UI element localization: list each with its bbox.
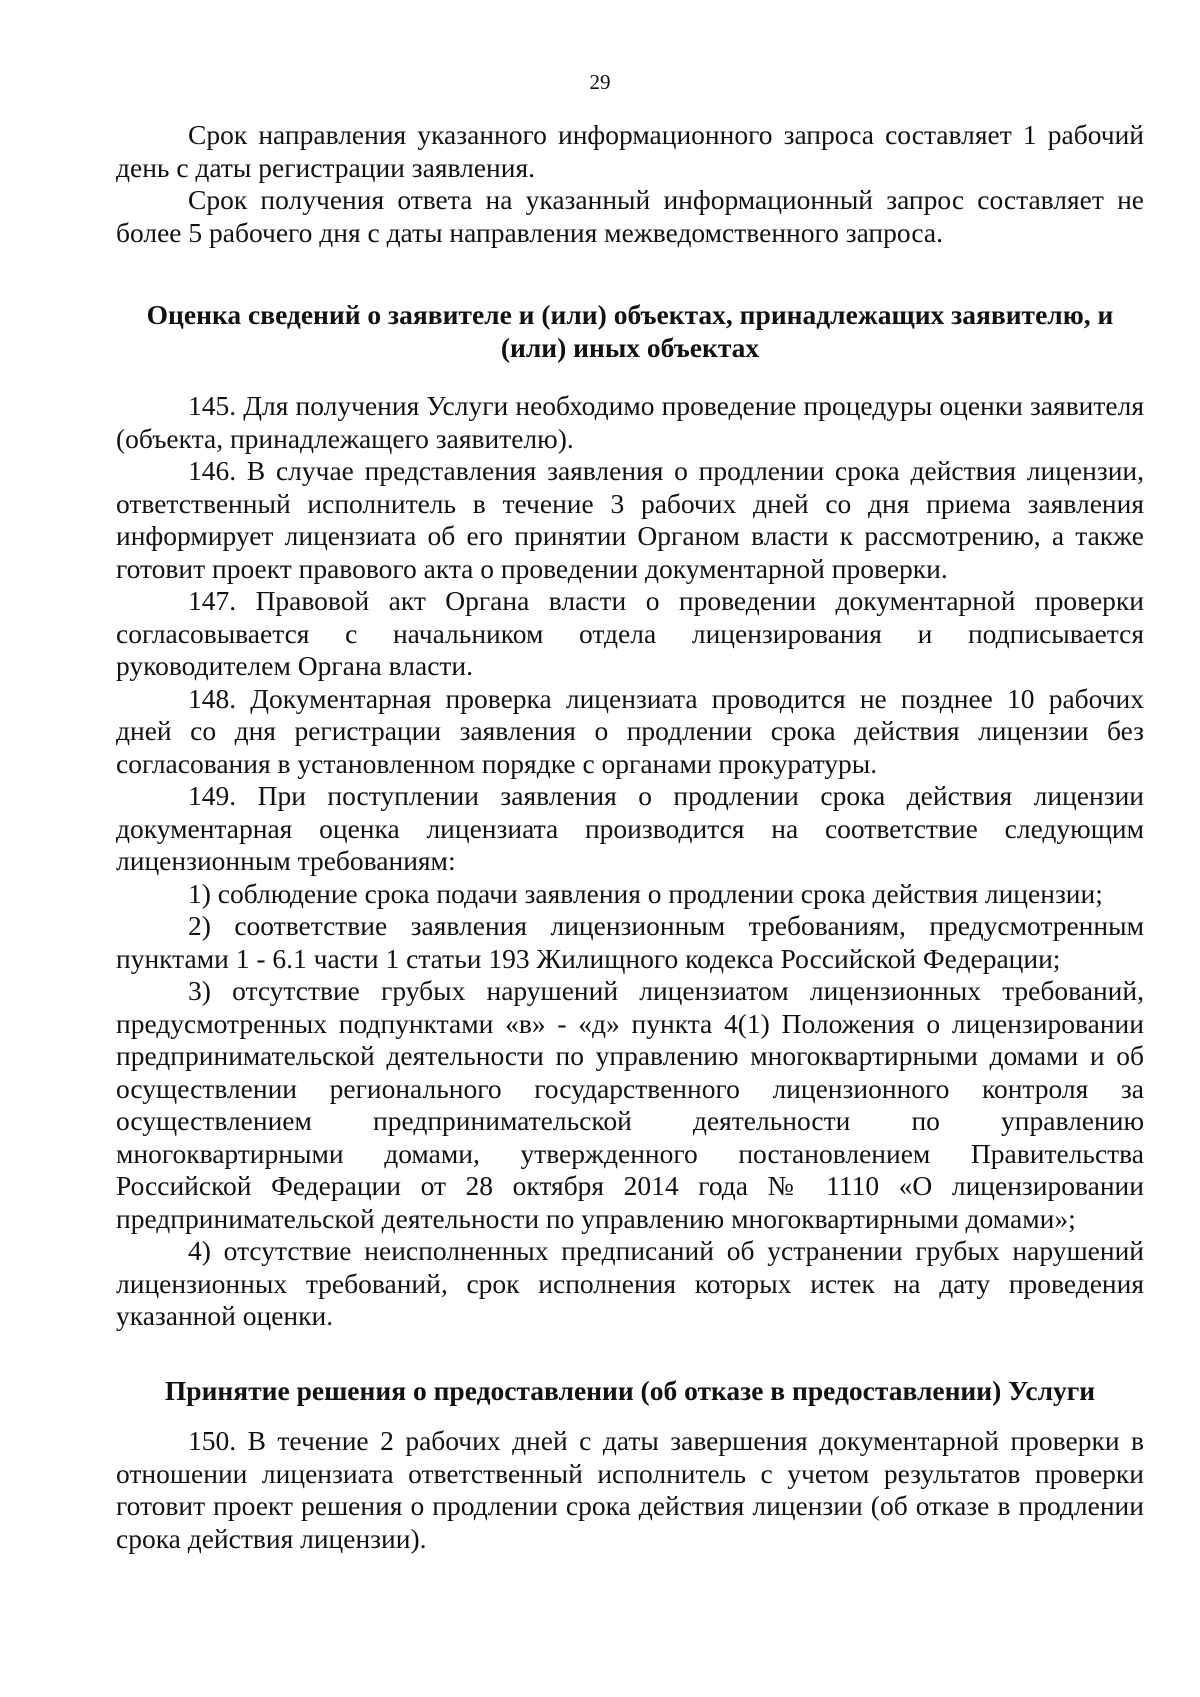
paragraph-148: 148. Документарная проверка лицензиата проводится не позднее 10 рабочих дней со дня регистрации заявления о продлении срока действия лицензии без согласования в установленном порядке с органами прокуратуры. [116, 682, 1144, 779]
paragraph-147: 147. Правовой акт Органа власти о проведении документарной проверки согласовывается с начальником отдела лицензирования и подписывается руководителем Органа власти. [116, 585, 1144, 681]
section-heading-decision: Принятие решения о предоставлении (об отказе в предоставлении) Услуги [164, 1374, 1096, 1406]
list-item-1: 1) соблюдение срока подачи заявления о продлении срока действия лицензии; [188, 877, 1103, 909]
list-item-4: 4) отсутствие неисполненных предписаний об устранении грубых нарушений лицензионных требований, срок исполнения которых истек на дату проведения указанной оценки. [116, 1235, 1144, 1331]
paragraph-149: 149. При поступлении заявления о продлении срока действия лицензии документарная оценка лицензиата производится на соответствие следующим лицензионным требованиям: [116, 780, 1144, 876]
spacer [116, 1407, 1144, 1425]
paragraph-145: 145. Для получения Услуги необходимо проведение процедуры оценки заявителя (объекта, принадлежащего заявителю). [116, 390, 1144, 454]
spacer [116, 1333, 1144, 1375]
paragraph-150: 150. В течение 2 рабочих дней с даты завершения документарной проверки в отношении лицензиата ответственный исполнитель с учетом результатов проверки готовит проект решения о продлении срока действия лицензии (об отказе в продлении срока действия лицензии). [116, 1425, 1144, 1554]
document-body [116, 119, 1144, 1555]
section-heading-assessment: Оценка сведений о заявителе и (или) объектах, принадлежащих заявителю, и (или) иных объектах [146, 299, 1114, 363]
paragraph-request-deadline: Срок направления указанного информационного запроса составляет 1 рабочий день с даты регистрации заявления. [116, 119, 1144, 183]
spacer [116, 249, 1144, 299]
page-number: 29 [589, 70, 611, 94]
paragraph-146: 146. В случае представления заявления о продлении срока действия лицензии, ответственный исполнитель в течение 3 рабочих дней со дня приема заявления информирует лицензиата об его принятии Органом власти к рассмотрению, а также готовит проект правового акта о проведении документарной проверки. [116, 455, 1144, 584]
list-item-2: 2) соответствие заявления лицензионным требованиям, предусмотренным пунктами 1 - 6.1 части 1 статьи 193 Жилищного кодекса Российской Федерации; [116, 910, 1144, 974]
list-item-3: 3) отсутствие грубых нарушений лицензиатом лицензионных требований, предусмотренных подпунктами «в» - «д» пункта 4(1) Положения о лицензировании предпринимательской деятельности по управлению многоквартирными домами и об осуществлении регионального государственного лицензионного контроля за осуществлением предпринимательской деятельности по управлению многоквартирными домами, утвержденного постановлением Правительства Российской Федерации от 28 октября 2014 года № 1110 «О лицензировании предпринимательской деятельности по управлению многоквартирными домами»; [116, 975, 1144, 1234]
paragraph-response-deadline: Срок получения ответа на указанный информационный запрос составляет не более 5 рабочего дня с даты направления межведомственного запроса. [116, 184, 1144, 248]
spacer [116, 364, 1144, 390]
